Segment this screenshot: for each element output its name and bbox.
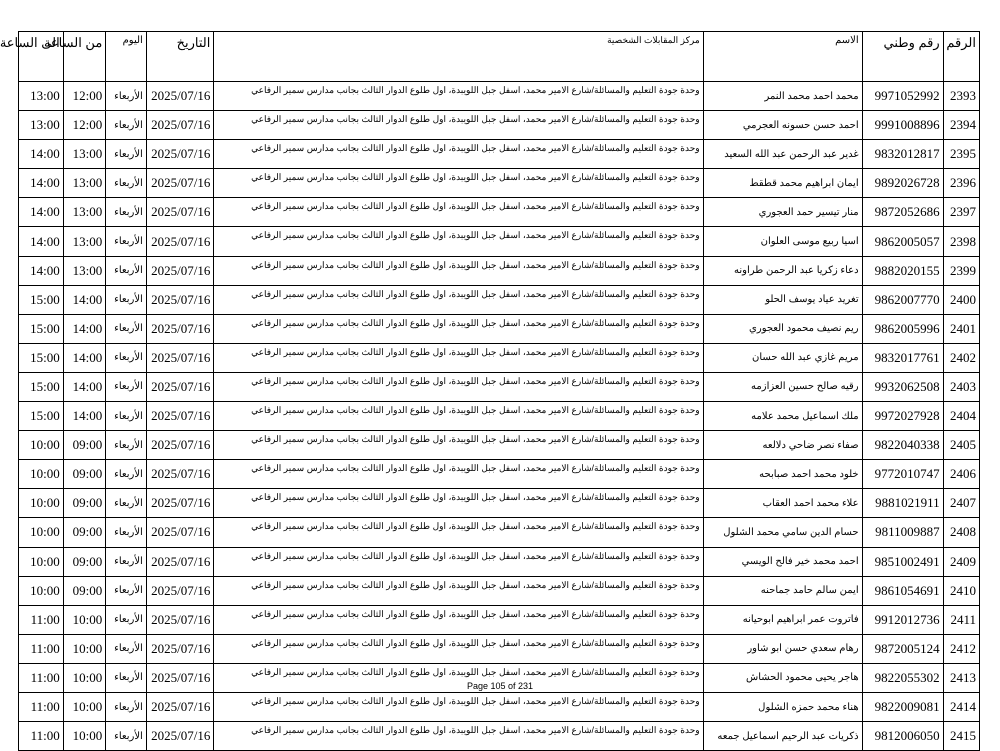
- cell-to: 15:00: [19, 314, 64, 343]
- cell-seq: 2406: [943, 460, 979, 489]
- cell-day: الأربعاء: [106, 169, 147, 198]
- header-center: مركز المقابلات الشخصية: [214, 32, 703, 82]
- cell-date: 2025/07/16: [146, 314, 214, 343]
- cell-date: 2025/07/16: [146, 431, 214, 460]
- table-row: [19, 605, 980, 634]
- cell-national-id: 9822055302: [862, 663, 943, 692]
- cell-day: الأربعاء: [106, 605, 147, 634]
- cell-name: رهام سعدي حسن ابو شاور: [703, 634, 862, 663]
- header-from: من الساعة: [63, 32, 106, 82]
- cell-seq: 2409: [943, 547, 979, 576]
- cell-from: 09:00: [63, 431, 106, 460]
- cell-to: 10:00: [19, 547, 64, 576]
- table-row: [19, 431, 980, 460]
- cell-seq: 2403: [943, 372, 979, 401]
- header-date: التاريخ: [146, 32, 214, 82]
- cell-date: 2025/07/16: [146, 547, 214, 576]
- cell-day: الأربعاء: [106, 285, 147, 314]
- cell-date: 2025/07/16: [146, 663, 214, 692]
- cell-to: 14:00: [19, 227, 64, 256]
- cell-center: وحدة جودة التعليم والمسائلة/شارع الامير محمد، اسفل جبل اللويبدة، اول طلوع الدوار الثالث بجانب مدارس سمير الرفاعي: [214, 518, 703, 547]
- cell-name: دعاء زكريا عبد الرحمن طراونه: [703, 256, 862, 285]
- cell-name: احمد حسن حسونه العجرمي: [703, 111, 862, 140]
- cell-center: وحدة جودة التعليم والمسائلة/شارع الامير محمد، اسفل جبل اللويبدة، اول طلوع الدوار الثالث بجانب مدارس سمير الرفاعي: [214, 140, 703, 169]
- cell-center: وحدة جودة التعليم والمسائلة/شارع الامير محمد، اسفل جبل اللويبدة، اول طلوع الدوار الثالث بجانب مدارس سمير الرفاعي: [214, 372, 703, 401]
- cell-name: علاء محمد احمد العقاب: [703, 489, 862, 518]
- cell-day: الأربعاء: [106, 576, 147, 605]
- cell-from: 12:00: [63, 82, 106, 111]
- cell-to: 10:00: [19, 431, 64, 460]
- cell-name: صفاء نصر ضاحي دلالعه: [703, 431, 862, 460]
- cell-to: 15:00: [19, 372, 64, 401]
- cell-to: 15:00: [19, 285, 64, 314]
- cell-day: الأربعاء: [106, 256, 147, 285]
- cell-to: 11:00: [19, 634, 64, 663]
- cell-date: 2025/07/16: [146, 198, 214, 227]
- cell-from: 09:00: [63, 576, 106, 605]
- cell-national-id: 9972027928: [862, 402, 943, 431]
- cell-date: 2025/07/16: [146, 111, 214, 140]
- cell-from: 10:00: [63, 692, 106, 721]
- cell-center: وحدة جودة التعليم والمسائلة/شارع الامير محمد، اسفل جبل اللويبدة، اول طلوع الدوار الثالث بجانب مدارس سمير الرفاعي: [214, 489, 703, 518]
- cell-name: محمد احمد محمد النمر: [703, 82, 862, 111]
- cell-center: وحدة جودة التعليم والمسائلة/شارع الامير محمد، اسفل جبل اللويبدة، اول طلوع الدوار الثالث بجانب مدارس سمير الرفاعي: [214, 605, 703, 634]
- cell-name: تغريد عياد يوسف الحلو: [703, 285, 862, 314]
- cell-national-id: 9912012736: [862, 605, 943, 634]
- cell-national-id: 9812006050: [862, 722, 943, 751]
- cell-date: 2025/07/16: [146, 256, 214, 285]
- cell-name: حسام الدين سامي محمد الشلول: [703, 518, 862, 547]
- cell-national-id: 9861054691: [862, 576, 943, 605]
- cell-seq: 2394: [943, 111, 979, 140]
- cell-seq: 2414: [943, 692, 979, 721]
- cell-date: 2025/07/16: [146, 372, 214, 401]
- cell-seq: 2412: [943, 634, 979, 663]
- cell-name: خلود محمد احمد صبابحه: [703, 460, 862, 489]
- cell-from: 09:00: [63, 489, 106, 518]
- cell-national-id: 9822040338: [862, 431, 943, 460]
- cell-center: وحدة جودة التعليم والمسائلة/شارع الامير محمد، اسفل جبل اللويبدة، اول طلوع الدوار الثالث بجانب مدارس سمير الرفاعي: [214, 547, 703, 576]
- table-body: [19, 82, 980, 751]
- table-row: [19, 372, 980, 401]
- cell-day: الأربعاء: [106, 431, 147, 460]
- cell-seq: 2411: [943, 605, 979, 634]
- cell-to: 14:00: [19, 256, 64, 285]
- cell-national-id: 9872005124: [862, 634, 943, 663]
- cell-date: 2025/07/16: [146, 140, 214, 169]
- cell-seq: 2407: [943, 489, 979, 518]
- cell-from: 09:00: [63, 547, 106, 576]
- cell-date: 2025/07/16: [146, 692, 214, 721]
- cell-seq: 2398: [943, 227, 979, 256]
- cell-national-id: 9991008896: [862, 111, 943, 140]
- cell-date: 2025/07/16: [146, 722, 214, 751]
- cell-to: 10:00: [19, 518, 64, 547]
- cell-center: وحدة جودة التعليم والمسائلة/شارع الامير محمد، اسفل جبل اللويبدة، اول طلوع الدوار الثالث بجانب مدارس سمير الرفاعي: [214, 82, 703, 111]
- table-row: [19, 402, 980, 431]
- cell-national-id: 9862007770: [862, 285, 943, 314]
- cell-center: وحدة جودة التعليم والمسائلة/شارع الامير محمد، اسفل جبل اللويبدة، اول طلوع الدوار الثالث بجانب مدارس سمير الرفاعي: [214, 402, 703, 431]
- table-row: [19, 169, 980, 198]
- cell-from: 09:00: [63, 518, 106, 547]
- cell-center: وحدة جودة التعليم والمسائلة/شارع الامير محمد، اسفل جبل اللويبدة، اول طلوع الدوار الثالث بجانب مدارس سمير الرفاعي: [214, 692, 703, 721]
- cell-from: 09:00: [63, 460, 106, 489]
- cell-day: الأربعاء: [106, 198, 147, 227]
- cell-from: 10:00: [63, 663, 106, 692]
- cell-name: ذكريات عبد الرحيم اسماعيل جمعه: [703, 722, 862, 751]
- cell-to: 15:00: [19, 343, 64, 372]
- cell-center: وحدة جودة التعليم والمسائلة/شارع الامير محمد، اسفل جبل اللويبدة، اول طلوع الدوار الثالث بجانب مدارس سمير الرفاعي: [214, 576, 703, 605]
- cell-from: 14:00: [63, 285, 106, 314]
- cell-seq: 2400: [943, 285, 979, 314]
- table-row: [19, 692, 980, 721]
- cell-national-id: 9882020155: [862, 256, 943, 285]
- cell-name: منار تيسير حمد العجوري: [703, 198, 862, 227]
- cell-from: 10:00: [63, 605, 106, 634]
- cell-national-id: 9832017761: [862, 343, 943, 372]
- cell-date: 2025/07/16: [146, 227, 214, 256]
- cell-national-id: 9811009887: [862, 518, 943, 547]
- cell-day: الأربعاء: [106, 547, 147, 576]
- cell-to: 15:00: [19, 402, 64, 431]
- cell-date: 2025/07/16: [146, 343, 214, 372]
- cell-date: 2025/07/16: [146, 576, 214, 605]
- cell-to: 11:00: [19, 722, 64, 751]
- table-row: [19, 314, 980, 343]
- cell-seq: 2393: [943, 82, 979, 111]
- cell-center: وحدة جودة التعليم والمسائلة/شارع الامير محمد، اسفل جبل اللويبدة، اول طلوع الدوار الثالث بجانب مدارس سمير الرفاعي: [214, 343, 703, 372]
- table-row: [19, 460, 980, 489]
- table-row: [19, 140, 980, 169]
- cell-name: احمد محمد خير فالح الويسي: [703, 547, 862, 576]
- cell-seq: 2405: [943, 431, 979, 460]
- cell-from: 14:00: [63, 343, 106, 372]
- cell-from: 14:00: [63, 372, 106, 401]
- header-seq: الرقم: [943, 32, 979, 82]
- cell-from: 10:00: [63, 634, 106, 663]
- table-row: [19, 489, 980, 518]
- cell-name: رقيه صالح حسين العزازمه: [703, 372, 862, 401]
- cell-to: 10:00: [19, 489, 64, 518]
- cell-to: 10:00: [19, 460, 64, 489]
- interview-schedule-table: [0, 31, 980, 751]
- cell-name: مريم غازي عبد الله حسان: [703, 343, 862, 372]
- cell-to: 13:00: [19, 82, 64, 111]
- table-row: [19, 547, 980, 576]
- cell-to: 10:00: [19, 576, 64, 605]
- cell-seq: 2402: [943, 343, 979, 372]
- cell-date: 2025/07/16: [146, 489, 214, 518]
- cell-day: الأربعاء: [106, 140, 147, 169]
- cell-to: 14:00: [19, 140, 64, 169]
- cell-from: 13:00: [63, 169, 106, 198]
- cell-center: وحدة جودة التعليم والمسائلة/شارع الامير محمد، اسفل جبل اللويبدة، اول طلوع الدوار الثالث بجانب مدارس سمير الرفاعي: [214, 169, 703, 198]
- cell-to: 11:00: [19, 692, 64, 721]
- cell-day: الأربعاء: [106, 111, 147, 140]
- cell-seq: 2395: [943, 140, 979, 169]
- table-row: [19, 518, 980, 547]
- cell-day: الأربعاء: [106, 372, 147, 401]
- header-day: اليوم: [106, 32, 147, 82]
- cell-name: هناء محمد حمزه الشلول: [703, 692, 862, 721]
- cell-from: 14:00: [63, 402, 106, 431]
- cell-national-id: 9881021911: [862, 489, 943, 518]
- cell-to: 14:00: [19, 198, 64, 227]
- cell-name: ايمان ابراهيم محمد قطقط: [703, 169, 862, 198]
- cell-center: وحدة جودة التعليم والمسائلة/شارع الامير محمد، اسفل جبل اللويبدة، اول طلوع الدوار الثالث بجانب مدارس سمير الرفاعي: [214, 198, 703, 227]
- cell-date: 2025/07/16: [146, 518, 214, 547]
- cell-center: وحدة جودة التعليم والمسائلة/شارع الامير محمد، اسفل جبل اللويبدة، اول طلوع الدوار الثالث بجانب مدارس سمير الرفاعي: [214, 663, 703, 692]
- cell-center: وحدة جودة التعليم والمسائلة/شارع الامير محمد، اسفل جبل اللويبدة، اول طلوع الدوار الثالث بجانب مدارس سمير الرفاعي: [214, 227, 703, 256]
- cell-name: فاتروت عمر ابراهيم ابوحيانه: [703, 605, 862, 634]
- table-row: [19, 198, 980, 227]
- cell-to: 13:00: [19, 111, 64, 140]
- table-row: [19, 227, 980, 256]
- cell-from: 10:00: [63, 722, 106, 751]
- cell-center: وحدة جودة التعليم والمسائلة/شارع الامير محمد، اسفل جبل اللويبدة، اول طلوع الدوار الثالث بجانب مدارس سمير الرفاعي: [214, 460, 703, 489]
- cell-seq: 2408: [943, 518, 979, 547]
- cell-name: ايمن سالم حامد جماحنه: [703, 576, 862, 605]
- cell-from: 13:00: [63, 227, 106, 256]
- cell-center: وحدة جودة التعليم والمسائلة/شارع الامير محمد، اسفل جبل اللويبدة، اول طلوع الدوار الثالث بجانب مدارس سمير الرفاعي: [214, 634, 703, 663]
- cell-seq: 2397: [943, 198, 979, 227]
- cell-national-id: 9971052992: [862, 82, 943, 111]
- cell-day: الأربعاء: [106, 489, 147, 518]
- cell-day: الأربعاء: [106, 402, 147, 431]
- cell-name: اسيا ربيع موسى العلوان: [703, 227, 862, 256]
- cell-from: 13:00: [63, 198, 106, 227]
- cell-seq: 2404: [943, 402, 979, 431]
- table-row: [19, 256, 980, 285]
- cell-center: وحدة جودة التعليم والمسائلة/شارع الامير محمد، اسفل جبل اللويبدة، اول طلوع الدوار الثالث بجانب مدارس سمير الرفاعي: [214, 111, 703, 140]
- page-number: Page 105 of 231: [466, 681, 534, 691]
- cell-national-id: 9772010747: [862, 460, 943, 489]
- header-name: الاسم: [703, 32, 862, 82]
- cell-day: الأربعاء: [106, 227, 147, 256]
- cell-day: الأربعاء: [106, 722, 147, 751]
- table-row: [19, 634, 980, 663]
- cell-to: 11:00: [19, 663, 64, 692]
- cell-day: الأربعاء: [106, 460, 147, 489]
- cell-from: 13:00: [63, 256, 106, 285]
- cell-day: الأربعاء: [106, 82, 147, 111]
- cell-name: ريم نصيف محمود العجوري: [703, 314, 862, 343]
- cell-day: الأربعاء: [106, 634, 147, 663]
- cell-date: 2025/07/16: [146, 169, 214, 198]
- cell-center: وحدة جودة التعليم والمسائلة/شارع الامير محمد، اسفل جبل اللويبدة، اول طلوع الدوار الثالث بجانب مدارس سمير الرفاعي: [214, 285, 703, 314]
- table-row: [19, 722, 980, 751]
- cell-national-id: 9862005057: [862, 227, 943, 256]
- cell-seq: 2410: [943, 576, 979, 605]
- cell-national-id: 9851002491: [862, 547, 943, 576]
- cell-center: وحدة جودة التعليم والمسائلة/شارع الامير محمد، اسفل جبل اللويبدة، اول طلوع الدوار الثالث بجانب مدارس سمير الرفاعي: [214, 722, 703, 751]
- cell-name: غدير عبد الرحمن عبد الله السعيد: [703, 140, 862, 169]
- cell-national-id: 9932062508: [862, 372, 943, 401]
- cell-date: 2025/07/16: [146, 634, 214, 663]
- cell-date: 2025/07/16: [146, 402, 214, 431]
- cell-date: 2025/07/16: [146, 285, 214, 314]
- cell-national-id: 9832012817: [862, 140, 943, 169]
- cell-from: 12:00: [63, 111, 106, 140]
- cell-from: 14:00: [63, 314, 106, 343]
- cell-center: وحدة جودة التعليم والمسائلة/شارع الامير محمد، اسفل جبل اللويبدة، اول طلوع الدوار الثالث بجانب مدارس سمير الرفاعي: [214, 314, 703, 343]
- cell-seq: 2396: [943, 169, 979, 198]
- cell-center: وحدة جودة التعليم والمسائلة/شارع الامير محمد، اسفل جبل اللويبدة، اول طلوع الدوار الثالث بجانب مدارس سمير الرفاعي: [214, 256, 703, 285]
- cell-to: 14:00: [19, 169, 64, 198]
- cell-date: 2025/07/16: [146, 460, 214, 489]
- cell-national-id: 9872052686: [862, 198, 943, 227]
- cell-name: ملك اسماعيل محمد علامه: [703, 402, 862, 431]
- cell-day: الأربعاء: [106, 314, 147, 343]
- cell-date: 2025/07/16: [146, 605, 214, 634]
- table-row: [19, 285, 980, 314]
- schedule-page: [0, 31, 980, 751]
- table-row: [19, 343, 980, 372]
- cell-national-id: 9862005996: [862, 314, 943, 343]
- cell-day: الأربعاء: [106, 518, 147, 547]
- table-row: [19, 82, 980, 111]
- cell-seq: 2415: [943, 722, 979, 751]
- table-row: [19, 111, 980, 140]
- cell-seq: 2413: [943, 663, 979, 692]
- table-header-row: [19, 32, 980, 82]
- cell-day: الأربعاء: [106, 663, 147, 692]
- cell-national-id: 9822009081: [862, 692, 943, 721]
- cell-seq: 2399: [943, 256, 979, 285]
- cell-national-id: 9892026728: [862, 169, 943, 198]
- table-row: [19, 576, 980, 605]
- cell-seq: 2401: [943, 314, 979, 343]
- header-to: الى الساعة: [19, 32, 64, 82]
- cell-name: هاجر يحيى محمود الحشاش: [703, 663, 862, 692]
- cell-from: 13:00: [63, 140, 106, 169]
- cell-to: 11:00: [19, 605, 64, 634]
- header-national-id: رقم وطني: [862, 32, 943, 82]
- cell-day: الأربعاء: [106, 343, 147, 372]
- cell-center: وحدة جودة التعليم والمسائلة/شارع الامير محمد، اسفل جبل اللويبدة، اول طلوع الدوار الثالث بجانب مدارس سمير الرفاعي: [214, 431, 703, 460]
- cell-day: الأربعاء: [106, 692, 147, 721]
- cell-date: 2025/07/16: [146, 82, 214, 111]
